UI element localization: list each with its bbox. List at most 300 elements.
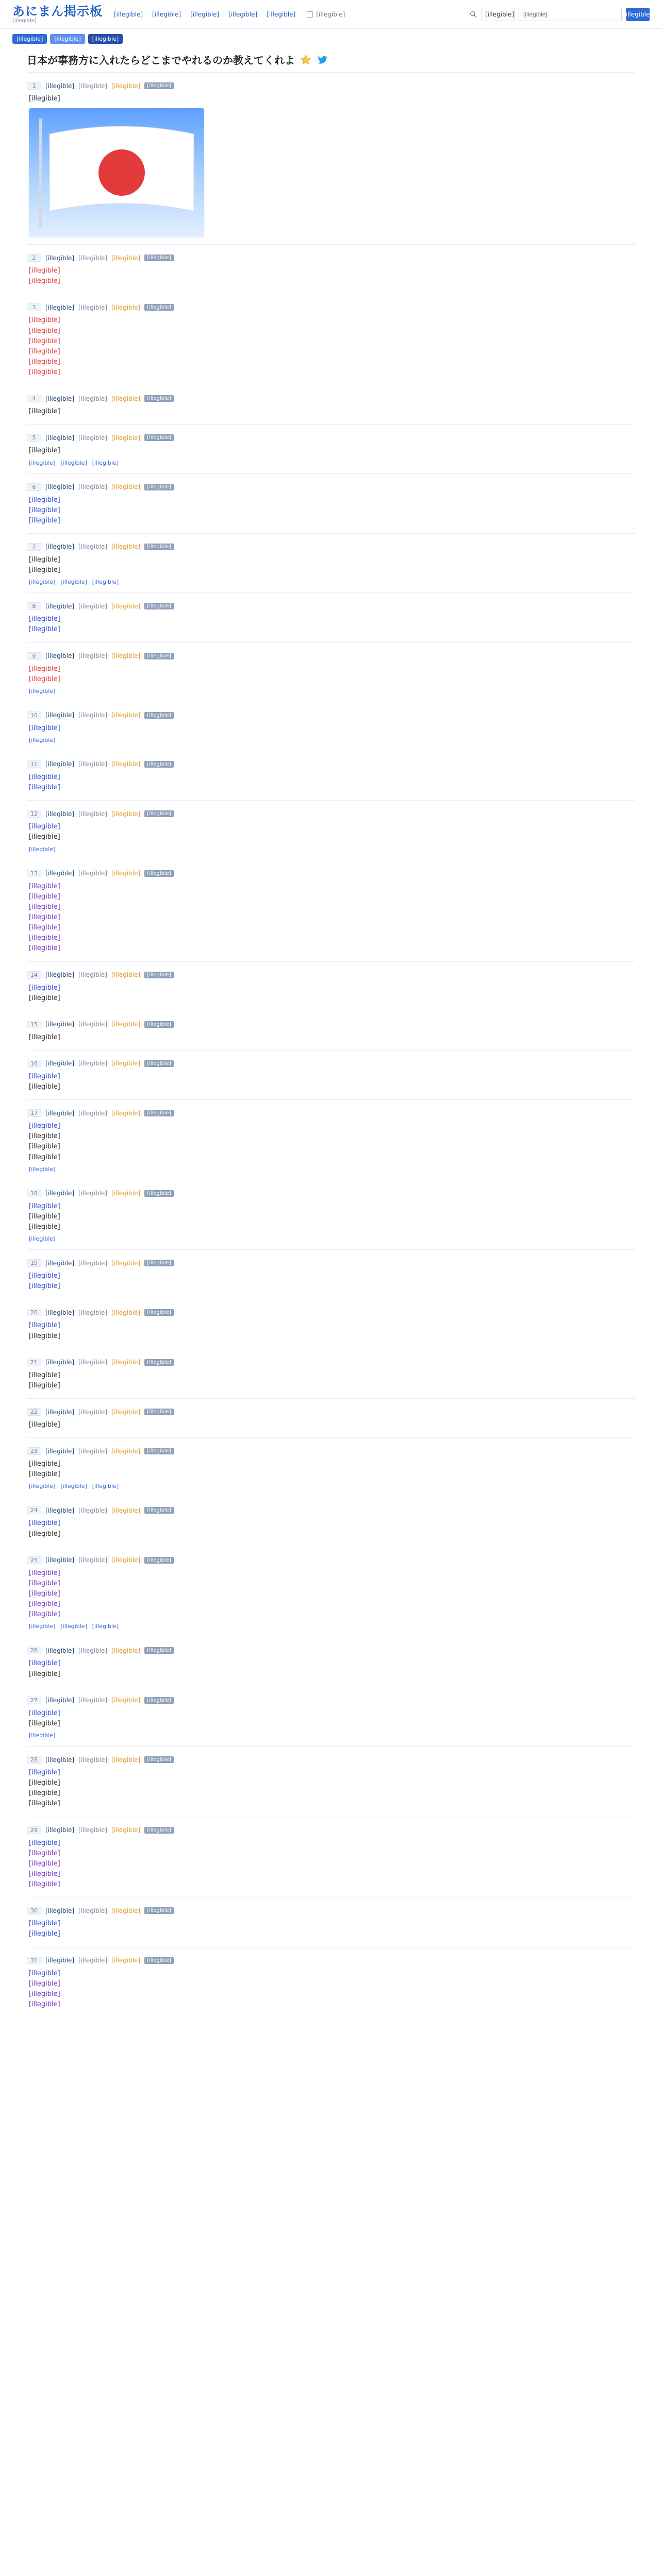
post bbox=[27, 72, 635, 244]
nav-item[interactable]: [illegible] bbox=[190, 10, 220, 18]
post-date: [illegible] bbox=[78, 1309, 108, 1316]
reply-link[interactable]: [illegible] bbox=[60, 1483, 87, 1490]
post-body bbox=[27, 1271, 635, 1292]
post-line: [illegible] bbox=[29, 1569, 60, 1577]
brand[interactable] bbox=[12, 5, 103, 24]
logo[interactable]: あにまん掲示板 bbox=[12, 4, 103, 19]
poster-name: [illegible] bbox=[45, 483, 75, 491]
post-body bbox=[27, 1121, 635, 1173]
post-line: [illegible] bbox=[29, 724, 60, 732]
like-count[interactable]: [illegible] bbox=[111, 652, 141, 660]
poster-name: [illegible] bbox=[45, 971, 75, 978]
reply-link[interactable]: [illegible] bbox=[29, 1732, 56, 1739]
post-date: [illegible] bbox=[78, 1021, 108, 1028]
post-meta bbox=[27, 1359, 635, 1366]
post bbox=[27, 1687, 635, 1746]
post-tag: [illegible] bbox=[144, 1309, 174, 1316]
post-tag: [illegible] bbox=[144, 653, 174, 659]
poster-name: [illegible] bbox=[45, 1060, 75, 1067]
post-line: [illegible] bbox=[29, 447, 60, 455]
post-number[interactable]: 1 bbox=[27, 82, 41, 90]
post-meta bbox=[27, 1826, 635, 1834]
poster-name: [illegible] bbox=[45, 1506, 75, 1514]
post-date: [illegible] bbox=[78, 1907, 108, 1914]
like-count[interactable]: [illegible] bbox=[111, 1021, 141, 1028]
post-meta bbox=[27, 602, 635, 610]
post-tag: [illegible] bbox=[144, 1907, 174, 1914]
poster-name: [illegible] bbox=[45, 1907, 75, 1914]
post-line: [illegible] bbox=[29, 1033, 60, 1041]
like-count[interactable]: [illegible] bbox=[111, 760, 141, 768]
post-date: [illegible] bbox=[78, 602, 108, 610]
breadcrumb bbox=[0, 29, 662, 49]
reply-link[interactable]: [illegible] bbox=[29, 845, 56, 853]
like-count[interactable]: [illegible] bbox=[111, 1309, 141, 1316]
post-date: [illegible] bbox=[78, 82, 108, 90]
post-line: [illegible] bbox=[29, 1132, 60, 1141]
reply-link[interactable]: [illegible] bbox=[29, 736, 56, 743]
post-line: [illegible] bbox=[29, 675, 60, 683]
post-body bbox=[27, 94, 635, 237]
post-body bbox=[27, 1518, 635, 1539]
post-date: [illegible] bbox=[78, 1756, 108, 1764]
reply-links bbox=[29, 460, 635, 466]
poster-name: [illegible] bbox=[45, 303, 75, 311]
post-date: [illegible] bbox=[78, 1060, 108, 1067]
post-number[interactable]: 10 bbox=[27, 711, 41, 719]
post-number[interactable]: 25 bbox=[27, 1556, 41, 1564]
post-body bbox=[27, 822, 635, 852]
post-line: [illegible] bbox=[29, 1969, 60, 1977]
post-line: [illegible] bbox=[29, 934, 60, 942]
post-line: [illegible] bbox=[29, 1470, 60, 1479]
reply-link[interactable]: [illegible] bbox=[29, 687, 56, 694]
post-number[interactable]: 20 bbox=[27, 1309, 41, 1316]
like-count[interactable]: [illegible] bbox=[111, 1556, 141, 1564]
post-meta bbox=[27, 1756, 635, 1764]
post-line: [illegible] bbox=[29, 823, 60, 831]
post-line: [illegible] bbox=[29, 555, 60, 564]
post-number[interactable]: 3 bbox=[27, 303, 41, 311]
post-date: [illegible] bbox=[78, 971, 108, 978]
post-line: [illegible] bbox=[29, 358, 60, 366]
post bbox=[27, 1437, 635, 1497]
reply-link[interactable]: [illegible] bbox=[29, 1623, 56, 1630]
bird-icon[interactable] bbox=[317, 54, 328, 65]
post-date: [illegible] bbox=[78, 1506, 108, 1514]
like-count[interactable]: [illegible] bbox=[111, 971, 141, 978]
post bbox=[27, 1398, 635, 1437]
post-line: [illegible] bbox=[29, 1321, 60, 1330]
poster-name: [illegible] bbox=[45, 1957, 75, 1964]
like-count[interactable]: [illegible] bbox=[111, 1060, 141, 1067]
post-meta bbox=[27, 870, 635, 877]
post-body bbox=[27, 1969, 635, 2010]
post-tag: [illegible] bbox=[144, 761, 174, 768]
post bbox=[27, 961, 635, 1011]
post-line: [illegible] bbox=[29, 625, 60, 634]
reply-link[interactable]: [illegible] bbox=[60, 579, 87, 586]
breadcrumb-item[interactable]: [illegible] bbox=[12, 34, 47, 44]
post bbox=[27, 1817, 635, 1897]
post-number[interactable]: 5 bbox=[27, 434, 41, 442]
post-body bbox=[27, 1032, 635, 1043]
post-line: [illegible] bbox=[29, 1800, 60, 1808]
poster-name: [illegible] bbox=[45, 395, 75, 402]
post-date: [illegible] bbox=[78, 483, 108, 491]
post-meta bbox=[27, 1506, 635, 1514]
post-number[interactable]: 27 bbox=[27, 1697, 41, 1704]
reply-links bbox=[29, 1166, 635, 1173]
post-line: [illegible] bbox=[29, 408, 60, 416]
post-line: [illegible] bbox=[29, 1371, 60, 1379]
thread-title-row bbox=[27, 49, 635, 72]
post-number[interactable]: 6 bbox=[27, 483, 41, 491]
post-meta bbox=[27, 82, 635, 90]
like-count[interactable]: [illegible] bbox=[111, 1907, 141, 1914]
post-meta bbox=[27, 810, 635, 818]
post-number[interactable]: 21 bbox=[27, 1359, 41, 1366]
post-meta bbox=[27, 971, 635, 979]
reply-link[interactable]: [illegible] bbox=[60, 1623, 87, 1630]
reply-link[interactable]: [illegible] bbox=[29, 579, 56, 586]
post bbox=[27, 1099, 635, 1180]
poster-name: [illegible] bbox=[45, 1408, 75, 1416]
poster-name: [illegible] bbox=[45, 652, 75, 660]
post-tag: [illegible] bbox=[144, 1260, 174, 1266]
like-count[interactable]: [illegible] bbox=[111, 1259, 141, 1267]
reply-links bbox=[29, 1483, 635, 1489]
post-body bbox=[27, 1919, 635, 1939]
search-icon bbox=[469, 10, 477, 19]
post bbox=[27, 473, 635, 533]
post-tag: [illegible] bbox=[144, 304, 174, 311]
post-meta bbox=[27, 1647, 635, 1654]
post-number[interactable]: 4 bbox=[27, 395, 41, 402]
like-count[interactable]: [illegible] bbox=[111, 543, 141, 551]
logo-subtitle: [illegible] bbox=[12, 18, 37, 24]
post-body bbox=[27, 555, 635, 585]
post-meta bbox=[27, 1060, 635, 1067]
post-line: [illegible] bbox=[29, 1519, 60, 1528]
post-tag: [illegible] bbox=[144, 1060, 174, 1067]
post-number[interactable]: 19 bbox=[27, 1259, 41, 1267]
post-tag: [illegible] bbox=[144, 484, 174, 490]
post bbox=[27, 1947, 635, 2018]
post-date: [illegible] bbox=[78, 810, 108, 818]
post-line: [illegible] bbox=[29, 773, 60, 781]
poster-name: [illegible] bbox=[45, 1697, 75, 1704]
post-line: [illegible] bbox=[29, 615, 60, 623]
reply-link[interactable]: [illegible] bbox=[92, 459, 119, 466]
like-count[interactable]: [illegible] bbox=[111, 303, 141, 311]
reply-links bbox=[29, 1623, 635, 1630]
poster-name: [illegible] bbox=[45, 1826, 75, 1834]
poster-name: [illegible] bbox=[45, 1556, 75, 1564]
post-body bbox=[27, 882, 635, 954]
poster-name: [illegible] bbox=[45, 602, 75, 610]
nav-item[interactable]: [illegible] bbox=[152, 10, 181, 18]
post-line: [illegible] bbox=[29, 1590, 60, 1598]
post-line: [illegible] bbox=[29, 913, 60, 921]
poster-name: [illegible] bbox=[45, 1021, 75, 1028]
star-icon[interactable] bbox=[300, 54, 311, 65]
post bbox=[27, 1249, 635, 1299]
post-line: [illegible] bbox=[29, 1460, 60, 1468]
post-body bbox=[27, 1838, 635, 1890]
post-line: [illegible] bbox=[29, 1072, 60, 1080]
post-line: [illegible] bbox=[29, 506, 60, 514]
post-number[interactable]: 13 bbox=[27, 870, 41, 877]
post-line: [illegible] bbox=[29, 327, 60, 335]
like-count[interactable]: [illegible] bbox=[111, 1109, 141, 1117]
search-button[interactable]: [illegible] bbox=[626, 8, 650, 21]
post-tag: [illegible] bbox=[144, 1359, 174, 1366]
post-line: [illegible] bbox=[29, 1659, 60, 1668]
post-line: [illegible] bbox=[29, 316, 60, 325]
post-tag: [illegible] bbox=[144, 395, 174, 402]
post-line: [illegible] bbox=[29, 1709, 60, 1717]
post-meta bbox=[27, 434, 635, 442]
poster-name: [illegible] bbox=[45, 760, 75, 768]
post-date: [illegible] bbox=[78, 254, 108, 262]
post-number[interactable]: 31 bbox=[27, 1957, 41, 1964]
post-line: [illegible] bbox=[29, 347, 60, 355]
post bbox=[27, 1011, 635, 1050]
post-line: [illegible] bbox=[29, 1839, 60, 1847]
post-tag: [illegible] bbox=[144, 1697, 174, 1704]
reply-link[interactable]: [illegible] bbox=[92, 579, 119, 586]
poster-name: [illegible] bbox=[45, 1190, 75, 1197]
like-count[interactable]: [illegible] bbox=[111, 434, 141, 442]
post-line: [illegible] bbox=[29, 1223, 60, 1231]
post-tag: [illegible] bbox=[144, 1448, 174, 1454]
post-meta bbox=[27, 1556, 635, 1564]
post bbox=[27, 1746, 635, 1817]
like-count[interactable]: [illegible] bbox=[111, 602, 141, 610]
post bbox=[27, 533, 635, 592]
post-number[interactable]: 22 bbox=[27, 1408, 41, 1416]
reply-link[interactable]: [illegible] bbox=[29, 1483, 56, 1490]
post-line: [illegible] bbox=[29, 1421, 60, 1429]
post-line: [illegible] bbox=[29, 267, 60, 275]
like-count[interactable]: [illegible] bbox=[111, 254, 141, 262]
post-line: [illegible] bbox=[29, 1530, 60, 1538]
reply-link[interactable]: [illegible] bbox=[60, 459, 87, 466]
breadcrumb-item[interactable]: [illegible] bbox=[50, 34, 85, 44]
post-line: [illegible] bbox=[29, 1381, 60, 1389]
post-date: [illegible] bbox=[78, 652, 108, 660]
poster-name: [illegible] bbox=[45, 711, 75, 719]
reply-link[interactable]: [illegible] bbox=[92, 1483, 119, 1490]
post-line: [illegible] bbox=[29, 1779, 60, 1787]
post-line: [illegible] bbox=[29, 784, 60, 792]
post-line: [illegible] bbox=[29, 1769, 60, 1776]
search-area bbox=[469, 8, 653, 21]
post-image-flag bbox=[29, 108, 204, 237]
checkbox[interactable] bbox=[307, 11, 313, 18]
post-line: [illegible] bbox=[29, 1920, 60, 1928]
poster-name: [illegible] bbox=[45, 254, 75, 262]
post-body bbox=[27, 1708, 635, 1739]
site-header bbox=[0, 0, 662, 29]
reply-link[interactable]: [illegible] bbox=[29, 1235, 56, 1243]
post-number[interactable]: 11 bbox=[27, 760, 41, 768]
post-number[interactable]: 15 bbox=[27, 1021, 41, 1028]
reply-links bbox=[29, 1732, 635, 1739]
reply-links bbox=[29, 737, 635, 743]
post bbox=[27, 385, 635, 424]
post-date: [illegible] bbox=[78, 1447, 108, 1455]
post-line: [illegible] bbox=[29, 892, 60, 901]
post-number[interactable]: 26 bbox=[27, 1647, 41, 1654]
post-date: [illegible] bbox=[78, 1359, 108, 1366]
nav-item[interactable]: [illegible] bbox=[228, 10, 258, 18]
post-body bbox=[27, 1658, 635, 1679]
like-count[interactable]: [illegible] bbox=[111, 1190, 141, 1197]
like-count[interactable]: [illegible] bbox=[111, 870, 141, 877]
post-date: [illegible] bbox=[78, 1647, 108, 1654]
like-count[interactable]: [illegible] bbox=[111, 1408, 141, 1416]
post-number[interactable]: 12 bbox=[27, 810, 41, 818]
post-date: [illegible] bbox=[78, 1408, 108, 1416]
post-date: [illegible] bbox=[78, 395, 108, 402]
post-meta bbox=[27, 652, 635, 660]
reply-link[interactable]: [illegible] bbox=[29, 459, 56, 466]
top-nav bbox=[114, 11, 295, 18]
dark-mode-label: [illegible] bbox=[316, 10, 345, 18]
post-meta bbox=[27, 1259, 635, 1267]
poster-name: [illegible] bbox=[45, 810, 75, 818]
post-tag: [illegible] bbox=[144, 603, 174, 609]
like-count[interactable]: [illegible] bbox=[111, 711, 141, 719]
post-number[interactable]: 29 bbox=[27, 1826, 41, 1834]
post bbox=[27, 592, 635, 642]
like-count[interactable]: [illegible] bbox=[111, 1957, 141, 1964]
like-count[interactable]: [illegible] bbox=[111, 1647, 141, 1654]
post-line: [illegible] bbox=[29, 1880, 60, 1889]
search-input[interactable] bbox=[519, 8, 622, 21]
post bbox=[27, 1180, 635, 1249]
post-line: [illegible] bbox=[29, 1719, 60, 1727]
like-count[interactable]: [illegible] bbox=[111, 395, 141, 402]
poster-name: [illegible] bbox=[45, 1259, 75, 1267]
post-number[interactable]: 7 bbox=[27, 543, 41, 551]
post-tag: [illegible] bbox=[144, 1647, 174, 1654]
post-line: [illegible] bbox=[29, 1153, 60, 1161]
post-line: [illegible] bbox=[29, 95, 60, 103]
post-body bbox=[27, 1370, 635, 1391]
reply-link[interactable]: [illegible] bbox=[29, 1165, 56, 1173]
post-line: [illegible] bbox=[29, 994, 60, 1002]
post-body bbox=[27, 1320, 635, 1341]
post bbox=[27, 1497, 635, 1546]
post-date: [illegible] bbox=[78, 543, 108, 551]
post-line: [illegible] bbox=[29, 882, 60, 890]
reply-links bbox=[29, 688, 635, 694]
post-body bbox=[27, 1459, 635, 1489]
post-tag: [illegible] bbox=[144, 810, 174, 817]
post-line: [illegible] bbox=[29, 368, 60, 377]
post-meta bbox=[27, 1109, 635, 1117]
like-count[interactable]: [illegible] bbox=[111, 1826, 141, 1834]
post-body bbox=[27, 495, 635, 526]
like-count[interactable]: [illegible] bbox=[111, 1506, 141, 1514]
post-tag: [illegible] bbox=[144, 434, 174, 441]
post-tag: [illegible] bbox=[144, 870, 174, 877]
post-line: [illegible] bbox=[29, 337, 60, 345]
post-tag: [illegible] bbox=[144, 1827, 174, 1834]
post-meta bbox=[27, 543, 635, 551]
nav-item[interactable]: [illegible] bbox=[114, 10, 143, 18]
poster-name: [illegible] bbox=[45, 1647, 75, 1654]
like-count[interactable]: [illegible] bbox=[111, 1359, 141, 1366]
post-tag: [illegible] bbox=[144, 1409, 174, 1415]
post-meta bbox=[27, 1408, 635, 1416]
like-count[interactable]: [illegible] bbox=[111, 1756, 141, 1764]
like-count[interactable]: [illegible] bbox=[111, 1697, 141, 1704]
post-tag: [illegible] bbox=[144, 1507, 174, 1514]
post-meta bbox=[27, 711, 635, 719]
post-number[interactable]: 8 bbox=[27, 602, 41, 610]
search-scope-select[interactable]: [illegible] bbox=[482, 8, 515, 21]
post-date: [illegible] bbox=[78, 1109, 108, 1117]
post-number[interactable]: 2 bbox=[27, 254, 41, 262]
post-tag: [illegible] bbox=[144, 1190, 174, 1197]
post-number[interactable]: 14 bbox=[27, 971, 41, 979]
post-date: [illegible] bbox=[78, 870, 108, 877]
like-count[interactable]: [illegible] bbox=[111, 1447, 141, 1455]
post-date: [illegible] bbox=[78, 1259, 108, 1267]
nav-item[interactable]: [illegible] bbox=[267, 10, 296, 18]
poster-name: [illegible] bbox=[45, 82, 75, 90]
post-meta bbox=[27, 1309, 635, 1316]
post-number[interactable]: 28 bbox=[27, 1756, 41, 1764]
post-tag: [illegible] bbox=[144, 1957, 174, 1964]
post bbox=[27, 1547, 635, 1637]
post-meta bbox=[27, 1697, 635, 1704]
post-tag: [illegible] bbox=[144, 712, 174, 719]
post-number[interactable]: 24 bbox=[27, 1506, 41, 1514]
post-line: [illegible] bbox=[29, 1849, 60, 1857]
like-count[interactable]: [illegible] bbox=[111, 810, 141, 818]
post-number[interactable]: 16 bbox=[27, 1060, 41, 1067]
breadcrumb-item[interactable]: [illegible] bbox=[88, 34, 123, 44]
post bbox=[27, 294, 635, 385]
post-line: [illegible] bbox=[29, 944, 60, 953]
post-number[interactable]: 9 bbox=[27, 652, 41, 660]
like-count[interactable]: [illegible] bbox=[111, 82, 141, 90]
post-number[interactable]: 17 bbox=[27, 1109, 41, 1117]
post-date: [illegible] bbox=[78, 1556, 108, 1564]
post-line: [illegible] bbox=[29, 903, 60, 911]
post-number[interactable]: 18 bbox=[27, 1190, 41, 1197]
poster-name: [illegible] bbox=[45, 1309, 75, 1316]
post bbox=[27, 1637, 635, 1686]
post-tag: [illegible] bbox=[144, 1756, 174, 1763]
post-date: [illegible] bbox=[78, 303, 108, 311]
dark-mode-toggle[interactable] bbox=[307, 11, 345, 18]
post-date: [illegible] bbox=[78, 1957, 108, 1964]
post-number[interactable]: 23 bbox=[27, 1447, 41, 1455]
post-tag: [illegible] bbox=[144, 82, 174, 89]
post-body bbox=[27, 266, 635, 286]
post-line: [illegible] bbox=[29, 1122, 60, 1130]
like-count[interactable]: [illegible] bbox=[111, 483, 141, 491]
post-number[interactable]: 30 bbox=[27, 1907, 41, 1914]
reply-link[interactable]: [illegible] bbox=[92, 1623, 119, 1630]
post-line: [illegible] bbox=[29, 1212, 60, 1221]
